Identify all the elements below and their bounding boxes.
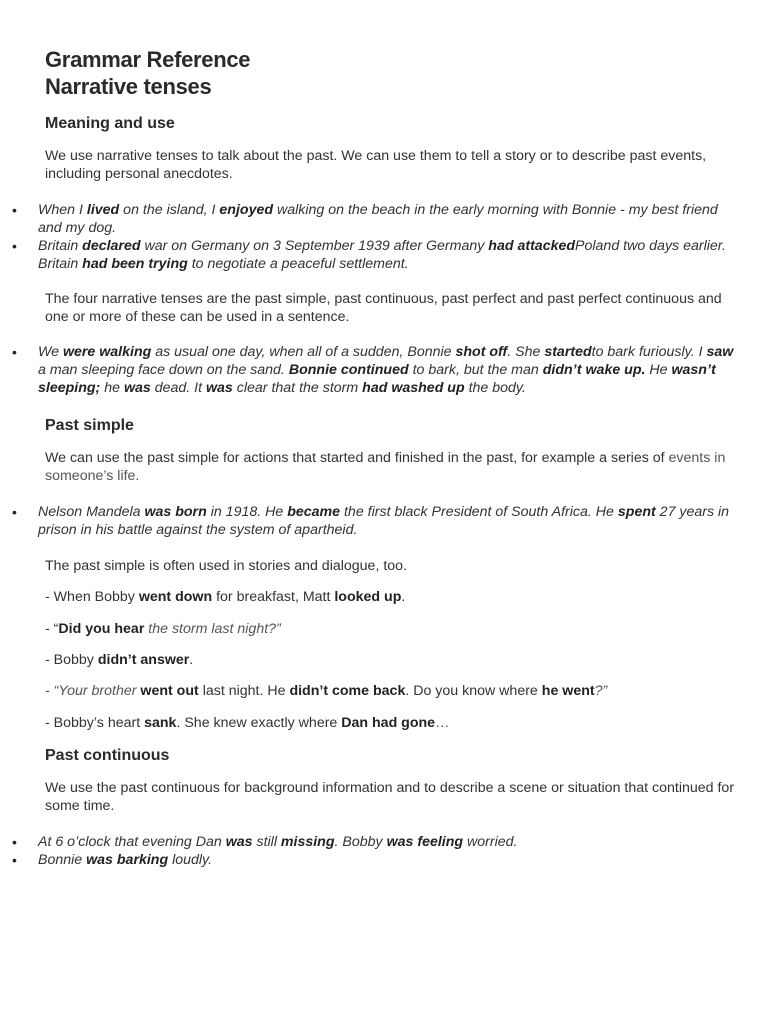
bullet-list-examples-1 xyxy=(0,201,740,273)
dialogue-line-3: - Bobby didn’t answer. xyxy=(45,652,194,668)
list-item: • When I lived on the island, I enjoyed walking on the beach in the early morning with Bonnie - my best friend and my dog. xyxy=(12,202,718,236)
heading-meaning-and-use: Meaning and use xyxy=(45,115,175,132)
paragraph-past-simple-intro: We can use the past simple for actions that started and finished in the past, for example a series of events in someone’s life. xyxy=(45,450,726,484)
title-line-2: Narrative tenses xyxy=(45,74,212,99)
bullet-icon: • xyxy=(12,852,17,868)
bullet-icon: • xyxy=(12,504,17,520)
bullet-icon: • xyxy=(12,238,17,254)
heading-past-continuous: Past continuous xyxy=(45,747,170,764)
title-line-1: Grammar Reference xyxy=(45,47,251,72)
paragraph-four-tenses: The four narrative tenses are the past simple, past continuous, past perfect and past perfect continuous and one or more of these can be used in a sentence. xyxy=(45,291,722,325)
dialogue-line-1: - When Bobby went down for breakfast, Matt looked up. xyxy=(45,589,406,605)
list-item: • We were walking as usual one day, when all of a sudden, Bonnie shot off. She startedto bark furiously. I saw a man sleeping face down on the sand. Bonnie continued to bark, but the man didn’t wake up. He wasn’t sleeping; he was dead. It was clear that the storm had washed up the body. xyxy=(12,344,734,396)
list-item: • Bonnie was barking loudly. xyxy=(12,852,213,868)
list-item: • At 6 o’clock that evening Dan was still missing. Bobby was feeling worried. xyxy=(12,834,518,850)
bullet-icon: • xyxy=(12,344,17,360)
list-item: • Britain declared war on Germany on 3 September 1939 after Germany had attackedPoland two days earlier. Britain had been trying to negotiate a peaceful settlement. xyxy=(12,238,726,272)
page-title xyxy=(45,46,250,100)
bullet-icon: • xyxy=(12,202,17,218)
paragraph-stories: The past simple is often used in stories and dialogue, too. xyxy=(45,558,407,574)
list-item: • Nelson Mandela was born in 1918. He became the first black President of South Africa. He spent 27 years in prison in his battle against the system of apartheid. xyxy=(12,504,730,538)
bullet-list-past-simple xyxy=(0,503,740,539)
bullet-icon: • xyxy=(12,834,17,850)
heading-past-simple: Past simple xyxy=(45,417,134,434)
paragraph-intro: We use narrative tenses to talk about the past. We can use them to tell a story or to describe past events, including personal anecdotes. xyxy=(45,148,707,182)
bullet-list-past-continuous xyxy=(0,833,740,869)
dialogue-line-5: - Bobby’s heart sank. She knew exactly where Dan had gone… xyxy=(45,715,450,731)
bullet-list-examples-2 xyxy=(0,343,740,397)
paragraph-past-continuous-intro: We use the past continuous for background information and to describe a scene or situation that continued for some time. xyxy=(45,780,735,814)
dialogue-line-2: - “Did you hear the storm last night?” xyxy=(45,621,281,637)
dialogue-line-4: - “Your brother went out last night. He didn’t come back. Do you know where he went?” xyxy=(45,683,608,699)
